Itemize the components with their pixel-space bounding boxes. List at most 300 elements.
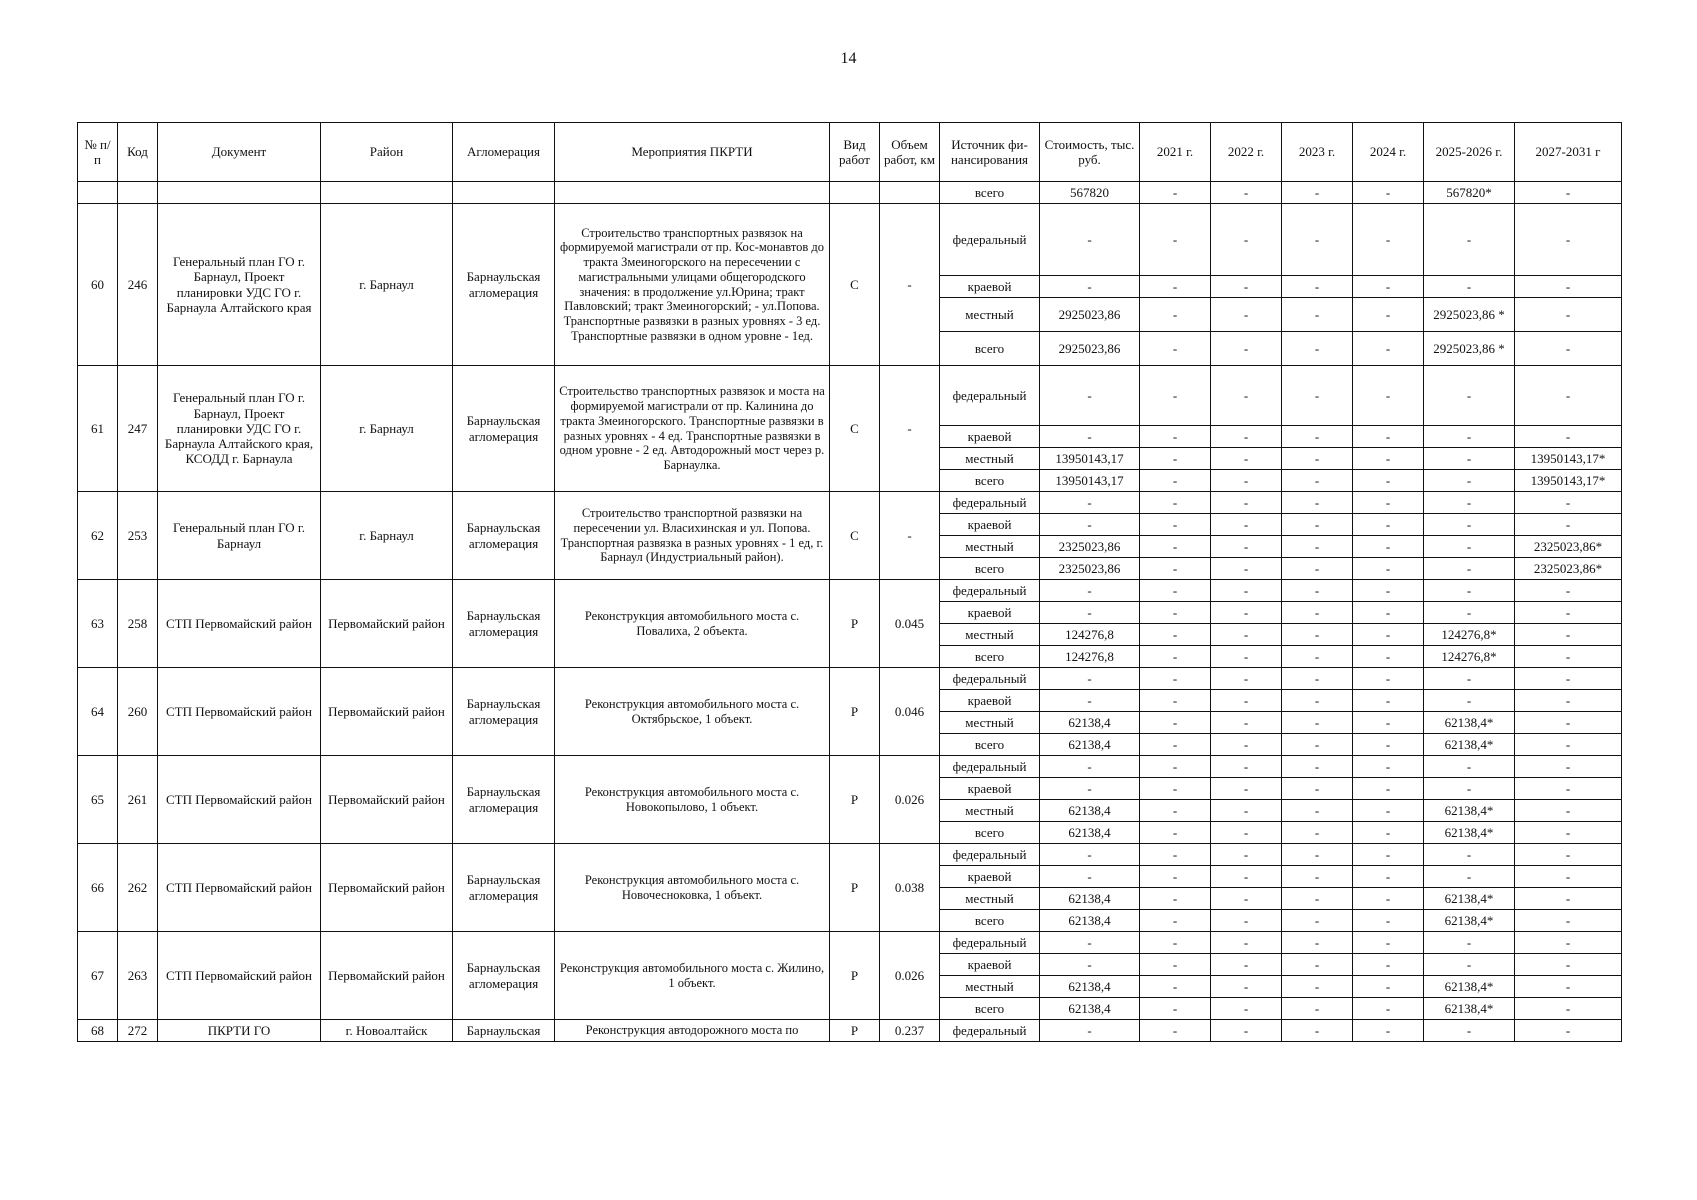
funding-source: местный (940, 448, 1040, 470)
document-name: СТП Первомайский район (158, 580, 321, 668)
table-cell: - (1040, 778, 1140, 800)
table-cell: - (1211, 932, 1282, 954)
table-cell: - (1515, 822, 1622, 844)
table-cell: - (1282, 910, 1353, 932)
document-name: СТП Первомайский район (158, 668, 321, 756)
district-name: Первомайский район (321, 756, 453, 844)
work-type: Р (830, 580, 880, 668)
table-cell: - (1353, 558, 1424, 580)
table-cell: - (1282, 514, 1353, 536)
table-cell: - (1353, 298, 1424, 332)
table-cell: 567820* (1424, 182, 1515, 204)
table-cell: - (1140, 668, 1211, 690)
table-cell: - (1211, 332, 1282, 366)
table-cell: - (1211, 426, 1282, 448)
table-cell: 62138,4 (1040, 998, 1140, 1020)
table-cell: - (1140, 1020, 1211, 1042)
table-cell: - (1424, 756, 1515, 778)
table-cell: - (1282, 844, 1353, 866)
agglomeration-name: Барнаульская агломерация (453, 668, 555, 756)
table-cell: - (1211, 888, 1282, 910)
table-cell: - (1515, 756, 1622, 778)
work-type: Р (830, 844, 880, 932)
table-cell: - (1424, 366, 1515, 426)
empty-cell (453, 182, 555, 204)
table-cell: - (1140, 580, 1211, 602)
table-cell: 62138,4 (1040, 800, 1140, 822)
column-header: 2027-2031 г (1515, 123, 1622, 182)
column-header: Район (321, 123, 453, 182)
work-volume: 0.026 (880, 756, 940, 844)
table-row (78, 580, 1622, 602)
table-cell: - (1282, 712, 1353, 734)
table-cell: - (1211, 910, 1282, 932)
table-cell: - (1140, 448, 1211, 470)
funding-source: местный (940, 624, 1040, 646)
table-cell: - (1353, 734, 1424, 756)
funding-source: всего (940, 734, 1040, 756)
table-cell: - (1140, 866, 1211, 888)
work-volume: - (880, 492, 940, 580)
table-row (78, 204, 1622, 276)
empty-cell (321, 182, 453, 204)
agglomeration-name: Барнаульская агломерация (453, 580, 555, 668)
table-cell: - (1140, 998, 1211, 1020)
table-cell: - (1353, 954, 1424, 976)
table-cell: - (1040, 756, 1140, 778)
district-name: г. Барнаул (321, 366, 453, 492)
table-cell: 62138,4* (1424, 734, 1515, 756)
table-cell: - (1515, 734, 1622, 756)
column-header: 2023 г. (1282, 123, 1353, 182)
table-cell: - (1140, 276, 1211, 298)
agglomeration-name: Барнаульская агломерация (453, 204, 555, 366)
table-cell: - (1211, 1020, 1282, 1042)
table-cell: - (1353, 624, 1424, 646)
funding-source: краевой (940, 426, 1040, 448)
table-cell: - (1040, 366, 1140, 426)
district-name: г. Барнаул (321, 492, 453, 580)
column-header: Вид работ (830, 123, 880, 182)
table-cell: 124276,8 (1040, 624, 1140, 646)
district-name: Первомайский район (321, 580, 453, 668)
district-name: Первомайский район (321, 668, 453, 756)
table-cell: - (1515, 276, 1622, 298)
table-cell: - (1282, 998, 1353, 1020)
table-cell: - (1353, 778, 1424, 800)
table-cell: - (1353, 888, 1424, 910)
table-cell: - (1040, 866, 1140, 888)
table-cell: - (1515, 204, 1622, 276)
table-cell: - (1211, 448, 1282, 470)
item-number: 62 (78, 492, 118, 580)
table-cell: - (1140, 954, 1211, 976)
table-cell: - (1353, 646, 1424, 668)
item-code: 258 (118, 580, 158, 668)
table-cell: 567820 (1040, 182, 1140, 204)
header-row (78, 123, 1622, 182)
table-cell: - (1040, 1020, 1140, 1042)
item-number: 60 (78, 204, 118, 366)
table-cell: - (1424, 668, 1515, 690)
table-cell: - (1515, 624, 1622, 646)
table-cell: 62138,4 (1040, 976, 1140, 998)
funding-source: всего (940, 558, 1040, 580)
work-type: Р (830, 1020, 880, 1042)
table-cell: - (1282, 778, 1353, 800)
table-cell: - (1515, 366, 1622, 426)
table-cell: - (1515, 182, 1622, 204)
table-row (78, 932, 1622, 954)
funding-source: федеральный (940, 366, 1040, 426)
table-cell: - (1140, 646, 1211, 668)
table-row (78, 366, 1622, 426)
table-cell: - (1515, 492, 1622, 514)
table-cell: - (1515, 844, 1622, 866)
table-cell: - (1515, 426, 1622, 448)
table-cell: - (1211, 954, 1282, 976)
table-cell: - (1424, 690, 1515, 712)
table-cell: 2325023,86 (1040, 536, 1140, 558)
agglomeration-name: Барнаульская агломерация (453, 844, 555, 932)
funding-source: всего (940, 646, 1040, 668)
table-cell: - (1353, 910, 1424, 932)
table-cell: - (1515, 778, 1622, 800)
table-cell: - (1282, 558, 1353, 580)
table-cell: - (1282, 182, 1353, 204)
funding-source: федеральный (940, 204, 1040, 276)
table-cell: - (1211, 536, 1282, 558)
column-header: Стоимость, тыс. руб. (1040, 123, 1140, 182)
table-cell: - (1040, 602, 1140, 624)
table-cell: - (1282, 888, 1353, 910)
table-row (78, 492, 1622, 514)
table-cell: 13950143,17* (1515, 448, 1622, 470)
item-number: 66 (78, 844, 118, 932)
item-number: 67 (78, 932, 118, 1020)
table-cell: 124276,8 (1040, 646, 1140, 668)
table-cell: - (1353, 514, 1424, 536)
table-cell: - (1282, 332, 1353, 366)
table-cell: - (1140, 932, 1211, 954)
table-cell: - (1424, 602, 1515, 624)
table-cell: - (1211, 514, 1282, 536)
table-cell: - (1282, 976, 1353, 998)
table-cell: 62138,4* (1424, 998, 1515, 1020)
table-cell: 2925023,86 * (1424, 298, 1515, 332)
table-cell: - (1353, 332, 1424, 366)
funding-source: федеральный (940, 492, 1040, 514)
work-type: С (830, 366, 880, 492)
table-cell: - (1282, 624, 1353, 646)
table-cell: - (1424, 580, 1515, 602)
table-cell: 62138,4* (1424, 888, 1515, 910)
table-cell: - (1424, 954, 1515, 976)
column-header: 2022 г. (1211, 123, 1282, 182)
table-cell: - (1140, 204, 1211, 276)
table-cell: - (1515, 690, 1622, 712)
table-cell: - (1515, 998, 1622, 1020)
table-cell: - (1353, 1020, 1424, 1042)
table-cell: - (1211, 366, 1282, 426)
table-cell: - (1515, 910, 1622, 932)
table-cell: - (1353, 276, 1424, 298)
item-code: 262 (118, 844, 158, 932)
table-cell: - (1040, 932, 1140, 954)
funding-source: краевой (940, 602, 1040, 624)
table-cell: - (1515, 954, 1622, 976)
table-cell: - (1424, 1020, 1515, 1042)
table-cell: - (1353, 976, 1424, 998)
table-cell: - (1211, 690, 1282, 712)
agglomeration-name: Барнаульская агломерация (453, 932, 555, 1020)
item-number: 68 (78, 1020, 118, 1042)
funding-source: всего (940, 910, 1040, 932)
table-cell: - (1353, 204, 1424, 276)
table-cell: - (1515, 800, 1622, 822)
table-cell: - (1424, 778, 1515, 800)
agglomeration-name: Барнаульская агломерация (453, 492, 555, 580)
table-cell: - (1140, 624, 1211, 646)
table-cell: - (1040, 514, 1140, 536)
document-name: Генеральный план ГО г. Барнаул, Проект планировки УДС ГО г. Барнаула Алтайского края (158, 204, 321, 366)
table-cell: - (1211, 822, 1282, 844)
table-cell: - (1282, 204, 1353, 276)
table-cell: - (1040, 276, 1140, 298)
funding-source: краевой (940, 866, 1040, 888)
work-volume: - (880, 366, 940, 492)
column-header: 2021 г. (1140, 123, 1211, 182)
table-cell: - (1515, 976, 1622, 998)
table-cell: 2925023,86 (1040, 298, 1140, 332)
item-code: 261 (118, 756, 158, 844)
empty-cell (158, 182, 321, 204)
page-number: 14 (840, 50, 857, 67)
funding-source: всего (940, 998, 1040, 1020)
table-cell: - (1515, 712, 1622, 734)
funding-source: краевой (940, 690, 1040, 712)
table-cell: - (1353, 712, 1424, 734)
table-cell: - (1040, 204, 1140, 276)
table-cell: - (1353, 492, 1424, 514)
funding-source: местный (940, 712, 1040, 734)
work-type: С (830, 492, 880, 580)
table-cell: - (1282, 646, 1353, 668)
work-type: Р (830, 932, 880, 1020)
item-code: 253 (118, 492, 158, 580)
table-cell: - (1282, 734, 1353, 756)
agglomeration-name: Барнаульская агломерация (453, 366, 555, 492)
table-cell: - (1515, 1020, 1622, 1042)
table-cell: - (1353, 998, 1424, 1020)
table-cell: 62138,4* (1424, 822, 1515, 844)
table-cell: - (1282, 756, 1353, 778)
table-cell: - (1140, 602, 1211, 624)
document-name: СТП Первомайский район (158, 756, 321, 844)
table-cell: 62138,4 (1040, 822, 1140, 844)
table-cell: 62138,4 (1040, 712, 1140, 734)
table-cell: - (1282, 492, 1353, 514)
funding-source: федеральный (940, 756, 1040, 778)
district-name: Первомайский район (321, 932, 453, 1020)
table-cell: - (1211, 866, 1282, 888)
table-cell: 62138,4 (1040, 910, 1140, 932)
table-cell: - (1040, 580, 1140, 602)
measure-description: Реконструкция автомобильного моста с. Новокопылово, 1 объект. (555, 756, 830, 844)
column-header: № п/п (78, 123, 118, 182)
column-header: Код (118, 123, 158, 182)
measure-description: Реконструкция автодорожного моста по (555, 1020, 830, 1042)
empty-cell (118, 182, 158, 204)
table-cell: - (1353, 366, 1424, 426)
column-header: 2025-2026 г. (1424, 123, 1515, 182)
table-cell: - (1211, 298, 1282, 332)
table-cell: - (1140, 734, 1211, 756)
funding-source: краевой (940, 954, 1040, 976)
funding-source: местный (940, 888, 1040, 910)
funding-source: федеральный (940, 932, 1040, 954)
table-cell: 62138,4 (1040, 734, 1140, 756)
table-cell: - (1211, 668, 1282, 690)
funding-source: всего (940, 332, 1040, 366)
table-cell: - (1282, 866, 1353, 888)
funding-source: всего (940, 470, 1040, 492)
funding-source: местный (940, 800, 1040, 822)
table-cell: 13950143,17 (1040, 448, 1140, 470)
table-cell: - (1515, 646, 1622, 668)
table-cell: - (1353, 866, 1424, 888)
table-cell: 13950143,17* (1515, 470, 1622, 492)
funding-source: местный (940, 536, 1040, 558)
document-name: СТП Первомайский район (158, 932, 321, 1020)
item-code: 272 (118, 1020, 158, 1042)
table-cell: - (1353, 602, 1424, 624)
table-cell: - (1282, 602, 1353, 624)
table-cell: - (1282, 426, 1353, 448)
item-number: 64 (78, 668, 118, 756)
table-cell: - (1040, 690, 1140, 712)
table-cell: - (1282, 932, 1353, 954)
table-cell: - (1211, 580, 1282, 602)
pkrti-table (77, 122, 1622, 1042)
item-code: 260 (118, 668, 158, 756)
measure-description: Строительство транспортной развязки на пересечении ул. Власихинская и ул. Попова. Транспортная развязка в разных уровнях - 1 ед, г. Барнаул (Индустриальный район). (555, 492, 830, 580)
table-cell: - (1282, 470, 1353, 492)
document-name: СТП Первомайский район (158, 844, 321, 932)
table-cell: - (1211, 800, 1282, 822)
table-cell: - (1353, 844, 1424, 866)
table-cell: - (1424, 558, 1515, 580)
funding-source: федеральный (940, 580, 1040, 602)
table-cell: - (1040, 844, 1140, 866)
table-cell: - (1211, 558, 1282, 580)
table-cell: - (1040, 492, 1140, 514)
table-cell: - (1424, 426, 1515, 448)
measure-description: Строительство транспортных развязок на формируемой магистрали от пр. Кос-монавтов до тракта Змеиногорского на пересечении с магистральными улицами общегородского значения: в продолжение ул.Юрина; тракт Павловский; тракт Змеиногорский; - ул.Попова. Транспортные развязки в разных уровнях - 3 ед. Транспортные развязки в одном уровне - 1ед. (555, 204, 830, 366)
column-header: Объем работ, км (880, 123, 940, 182)
table-cell: - (1140, 182, 1211, 204)
table-cell: - (1424, 276, 1515, 298)
funding-source: федеральный (940, 844, 1040, 866)
table-cell: - (1353, 182, 1424, 204)
table-cell: - (1282, 690, 1353, 712)
table-cell: - (1353, 756, 1424, 778)
table-cell: - (1211, 734, 1282, 756)
work-volume: 0.045 (880, 580, 940, 668)
table-cell: - (1140, 536, 1211, 558)
district-name: г. Барнаул (321, 204, 453, 366)
work-type: С (830, 204, 880, 366)
table-cell: - (1140, 822, 1211, 844)
table-cell: - (1211, 602, 1282, 624)
table-cell: всего (940, 182, 1040, 204)
table-cell: - (1515, 580, 1622, 602)
funding-source: краевой (940, 778, 1040, 800)
table-cell: - (1140, 514, 1211, 536)
work-volume: 0.026 (880, 932, 940, 1020)
measure-description: Реконструкция автомобильного моста с. Жилино, 1 объект. (555, 932, 830, 1020)
table-row (78, 756, 1622, 778)
measure-description: Реконструкция автомобильного моста с. Повалиха, 2 объекта. (555, 580, 830, 668)
measure-description: Реконструкция автомобильного моста с. Октябрьское, 1 объект. (555, 668, 830, 756)
table-cell: 13950143,17 (1040, 470, 1140, 492)
work-type: Р (830, 668, 880, 756)
table-cell: - (1211, 624, 1282, 646)
table-cell: 62138,4* (1424, 976, 1515, 998)
table-cell: - (1353, 448, 1424, 470)
table-row (78, 668, 1622, 690)
item-number: 65 (78, 756, 118, 844)
agglomeration-name: Барнаульская агломерация (453, 756, 555, 844)
table-cell: - (1282, 822, 1353, 844)
table-cell: - (1424, 514, 1515, 536)
agglomeration-name: Барнаульская (453, 1020, 555, 1042)
table-cell: - (1211, 204, 1282, 276)
document-name: Генеральный план ГО г. Барнаул, Проект планировки УДС ГО г. Барнаула Алтайского края, КСОДД г. Барнаула (158, 366, 321, 492)
table-cell: - (1140, 888, 1211, 910)
table-cell: - (1140, 492, 1211, 514)
table-cell: - (1424, 866, 1515, 888)
table-cell: - (1211, 646, 1282, 668)
table-cell: - (1211, 976, 1282, 998)
table-cell: - (1140, 470, 1211, 492)
table-cell: - (1424, 470, 1515, 492)
empty-cell (555, 182, 830, 204)
table-cell: - (1515, 602, 1622, 624)
table-cell: - (1140, 778, 1211, 800)
table-cell: - (1140, 332, 1211, 366)
table-cell: - (1282, 276, 1353, 298)
table-cell: 2325023,86* (1515, 558, 1622, 580)
table-cell: - (1515, 298, 1622, 332)
table-cell: - (1424, 932, 1515, 954)
table-cell: 2925023,86 (1040, 332, 1140, 366)
table-cell: - (1282, 1020, 1353, 1042)
table-cell: 2325023,86 (1040, 558, 1140, 580)
table-cell: - (1282, 668, 1353, 690)
table-cell: - (1353, 580, 1424, 602)
table-cell: - (1353, 932, 1424, 954)
work-volume: 0.038 (880, 844, 940, 932)
item-code: 263 (118, 932, 158, 1020)
table-cell: - (1140, 976, 1211, 998)
column-header: 2024 г. (1353, 123, 1424, 182)
column-header: Источник фи-нансирования (940, 123, 1040, 182)
table-cell: - (1424, 536, 1515, 558)
table-cell: 2325023,86* (1515, 536, 1622, 558)
table-cell: - (1515, 866, 1622, 888)
table-cell: - (1140, 844, 1211, 866)
